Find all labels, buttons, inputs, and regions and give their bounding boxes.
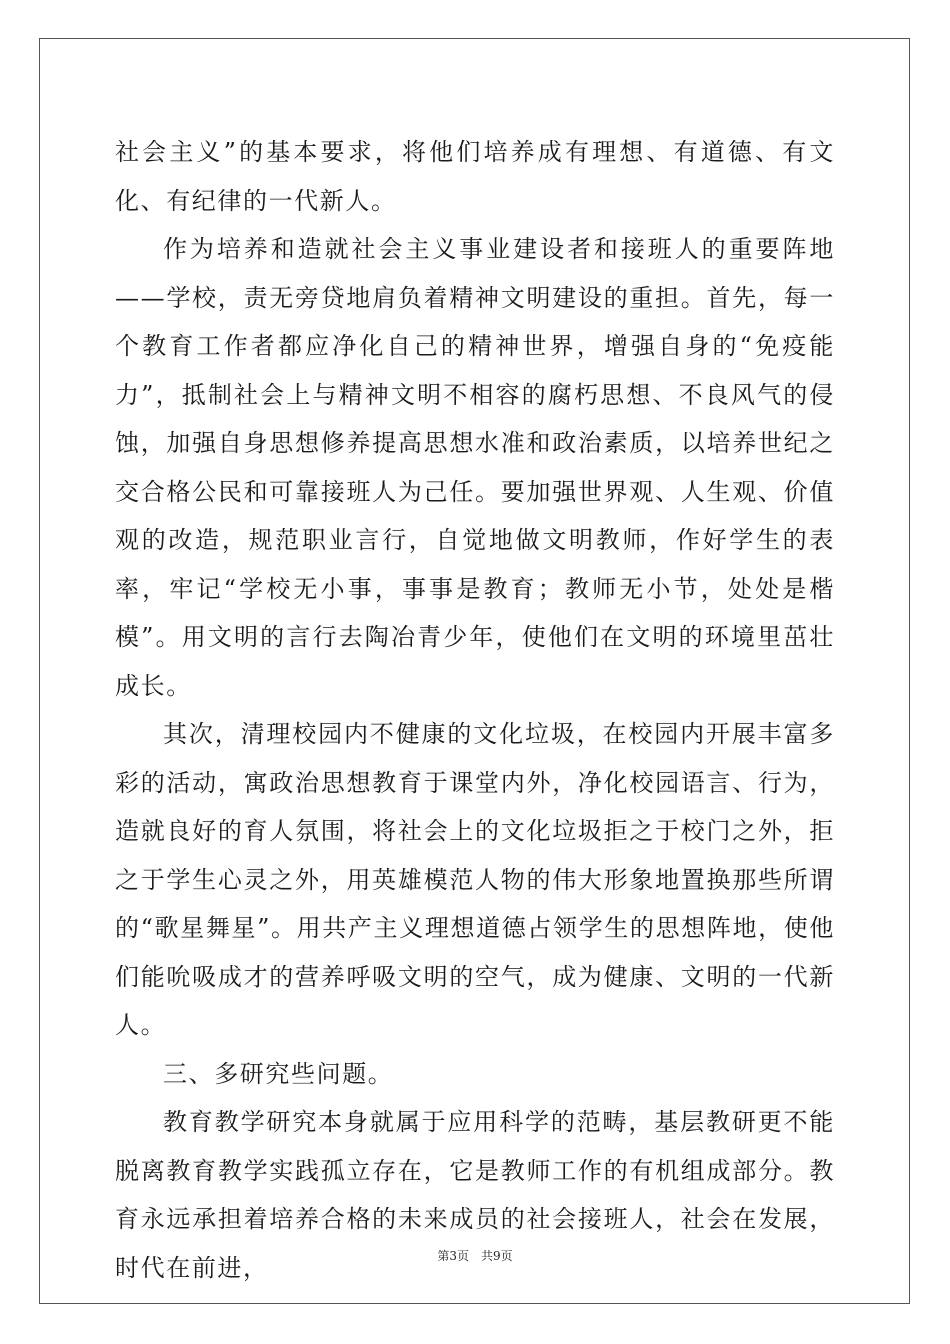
page-number: 第3页 共9页 xyxy=(437,1249,513,1263)
document-body xyxy=(115,128,835,1292)
section-heading: 三、多研究些问题。 xyxy=(163,1059,394,1088)
paragraph-3: 其次，清理校园内不健康的文化垃圾，在校园内开展丰富多彩的活动，寓政治思想教育于课堂内外，净化校园语言、行为，造就良好的育人氛围，将社会上的文化垃圾拒之于校门之外，拒之于学生心灵之外，用英雄模范人物的伟大形象地置换那些所谓的“歌星舞星”。用共产主义理想道德占领学生的思想阵地，使他们能吮吸成才的营养呼吸文明的空气，成为健康、文明的一代新人。 xyxy=(115,720,835,1039)
paragraph-2: 作为培养和造就社会主义事业建设者和接班人的重要阵地——学校，责无旁贷地肩负着精神文明建设的重担。首先，每一个教育工作者都应净化自己的精神世界，增强自身的“免疫能力”，抵制社会上与精神文明不相容的腐朽思想、不良风气的侵蚀，加强自身思想修养提高思想水准和政治素质，以培养世纪之交合格公民和可靠接班人为己任。要加强世界观、人生观、价值观的改造，规范职业言行，自觉地做文明教师，作好学生的表率，牢记“学校无小事，事事是教育；教师无小节，处处是楷模”。用文明的言行去陶冶青少年，使他们在文明的环境里茁壮成长。 xyxy=(115,235,835,700)
paragraph-4: 教育教学研究本身就属于应用科学的范畴，基层教研更不能脱离教育教学实践孤立存在，它是教师工作的有机组成部分。教育永远承担着培养合格的未来成员的社会接班人，社会在发展，时代在前进， xyxy=(115,1108,835,1282)
paragraph-1: 社会主义”的基本要求，将他们培养成有理想、有道德、有文化、有纪律的一代新人。 xyxy=(115,138,835,215)
